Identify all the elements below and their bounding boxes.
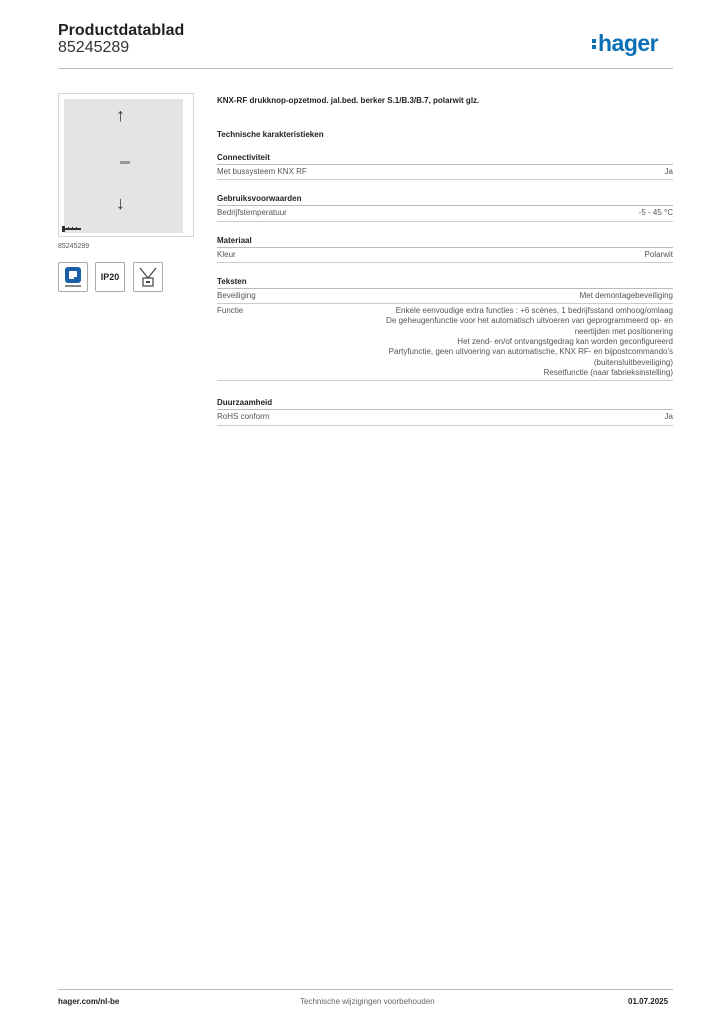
spec-label: Bedrijfstemperatuur	[217, 208, 287, 218]
spec-value: Ja	[664, 167, 673, 176]
ip-rating-badge: IP20	[95, 262, 125, 292]
spec-label: RoHS conform	[217, 412, 270, 422]
image-caption: 85245289	[58, 243, 90, 250]
specifications	[217, 96, 673, 426]
product-label-icon	[133, 262, 163, 292]
spec-label: Functie	[217, 306, 244, 316]
logo-dots-icon	[592, 37, 597, 51]
arrow-up-icon: ↑	[116, 105, 125, 125]
logo-text: hager	[598, 30, 659, 56]
section-connectivity-title: Connectiviteit	[217, 153, 673, 165]
header-divider	[58, 68, 673, 69]
function-line: neertijden met positionering	[574, 326, 673, 336]
center-led-mark	[120, 161, 130, 164]
section-material-title: Materiaal	[217, 236, 673, 248]
spec-value: Met demontagebeveiliging	[579, 290, 673, 300]
spec-label: Kleur	[217, 249, 236, 259]
function-line: De geheugenfunctie voor het automatisch uitvoeren van geprogrammeerd op- en	[386, 316, 673, 326]
section-sustainability-title: Duurzaamheid	[217, 398, 673, 410]
spec-row	[217, 248, 673, 263]
product-name: KNX-RF drukknop-opzetmod. jal.bed. berker S.1/B.3/B.7, polarwit glz.	[217, 96, 480, 105]
spec-value: Polarwit	[644, 249, 673, 259]
page-title: Productdatablad	[58, 22, 185, 39]
spec-row-function	[217, 304, 673, 381]
spec-row	[217, 206, 673, 221]
spec-row	[217, 289, 673, 304]
hager-logo[interactable]	[592, 30, 658, 57]
spec-row	[217, 410, 673, 425]
footer-date: 01.07.2025	[628, 997, 669, 1006]
spec-value: Ja	[664, 412, 673, 422]
characteristics-heading: Technische karakteristieken	[217, 130, 324, 139]
article-number: 85245289	[58, 39, 130, 56]
section-usage-title: Gebruiksvoorwaarden	[217, 194, 673, 206]
footer-website-link[interactable]: hager.com/nl-be	[58, 997, 120, 1006]
spec-label: Met bussysteem KNX RF	[217, 167, 307, 176]
section-texts-title: Teksten	[217, 277, 673, 289]
function-line: Het zend- en/of ontvangstgedrag kan worden geconfigureerd	[457, 337, 673, 347]
function-line: Partyfunctie, geen uitvoering van automatische, KNX RF- en bijpostcommando's	[388, 347, 673, 357]
spec-label: Beveiliging	[217, 290, 256, 300]
footer-divider	[58, 989, 673, 990]
function-line: (buitensluitbeveiliging)	[593, 357, 673, 367]
push-button-face	[64, 99, 183, 233]
quality-mark-icon	[58, 262, 88, 292]
spec-row	[217, 165, 673, 180]
spec-value-multiline	[386, 306, 673, 378]
arrow-down-icon: ↓	[116, 193, 125, 213]
function-line: Enkele eenvoudige extra functies : +6 scènes, 1 bedrijfsstand omhoog/omlaag	[395, 306, 673, 316]
footer-notice: Technische wijzigingen voorbehouden	[300, 997, 435, 1006]
product-image	[58, 93, 194, 237]
function-line: Resetfunctie (naar fabrieksinstelling)	[543, 367, 673, 377]
spec-value: -5 - 45 °C	[638, 208, 673, 218]
scale-ruler-icon	[62, 225, 82, 233]
